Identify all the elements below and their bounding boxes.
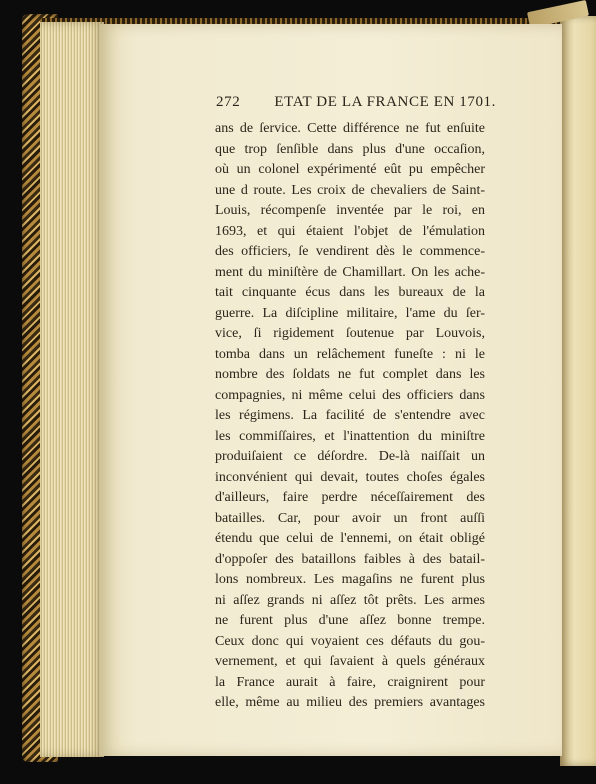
text-line: la France aurait à faire, craignirent pour [215, 674, 485, 690]
text-line: d'oppoſer des bataillons faibles à des batail- [215, 551, 485, 567]
text-line: tomba dans un relâchement funeſte : ni le [215, 346, 485, 362]
text-line: produiſaient ce déſordre. De-là naiſſait un [215, 449, 485, 464]
text-line: ans de ſervice. Cette différence ne fut enſuite [215, 121, 485, 136]
text-line: des officiers, ſe vendirent dès le commence- [215, 244, 485, 259]
text-line: Ceux donc qui voyaient ces défauts du gou- [215, 633, 485, 649]
text-line: tait cinquante écus dans les bureaux de la [215, 285, 485, 300]
text-line: nombre des ſoldats ne fut complet dans les [215, 367, 485, 382]
text-line: vernement, et qui ſavaient à quels généraux [215, 654, 485, 669]
text-line: ment du miniſtère de Chamillart. On les ache- [215, 264, 485, 280]
text-line: une d route. Les croix de chevaliers de Saint- [215, 182, 485, 198]
text-line: que trop ſenſible dans plus d'une occaſion, [215, 141, 485, 157]
running-head [216, 94, 496, 114]
text-line: Louis, récompenſe inventée par le roi, en [215, 203, 485, 218]
text-line: guerre. La diſcipline militaire, l'ame du ſer- [215, 305, 485, 321]
text-line: ni aſſez grands ni aſſez tôt prêts. Les armes [215, 592, 485, 608]
text-line: 1693, et qui étaient l'objet de l'émulation [215, 223, 485, 239]
text-line: ne furent plus d'une aſſez bonne trempe. [215, 613, 485, 628]
page-stack-edges [40, 22, 104, 757]
text-line: d'ailleurs, faire perdre néceſſairement des [215, 490, 485, 505]
text-line: batailles. Car, pour avoir un front auſſi [215, 510, 485, 526]
text-line: étendu que celui de l'ennemi, on était obligé [215, 531, 485, 546]
text-line: lons nombreux. Les magaſins ne furent plus [215, 572, 485, 587]
facing-page-edge [560, 16, 596, 766]
text-line: inconvénient qui devait, toutes choſes égales [215, 469, 485, 485]
text-line: les régimens. La facilité de s'entendre avec [215, 408, 485, 423]
page-number: 272 [216, 94, 241, 110]
text-line: vice, ſi rigidement ſoutenue par Louvois, [215, 326, 485, 341]
text-line: elle, même au milieu des premiers avantages [215, 695, 485, 710]
running-title: ETAT DE LA FRANCE EN 1701. [274, 94, 496, 110]
body-text [215, 119, 485, 714]
text-line: les commiſſaires, et l'inattention du miniſtre [215, 428, 485, 444]
text-line: compagnies, ni même celui des officiers dans [215, 387, 485, 403]
text-line: où un colonel expérimenté eût pu empêcher [215, 162, 485, 177]
